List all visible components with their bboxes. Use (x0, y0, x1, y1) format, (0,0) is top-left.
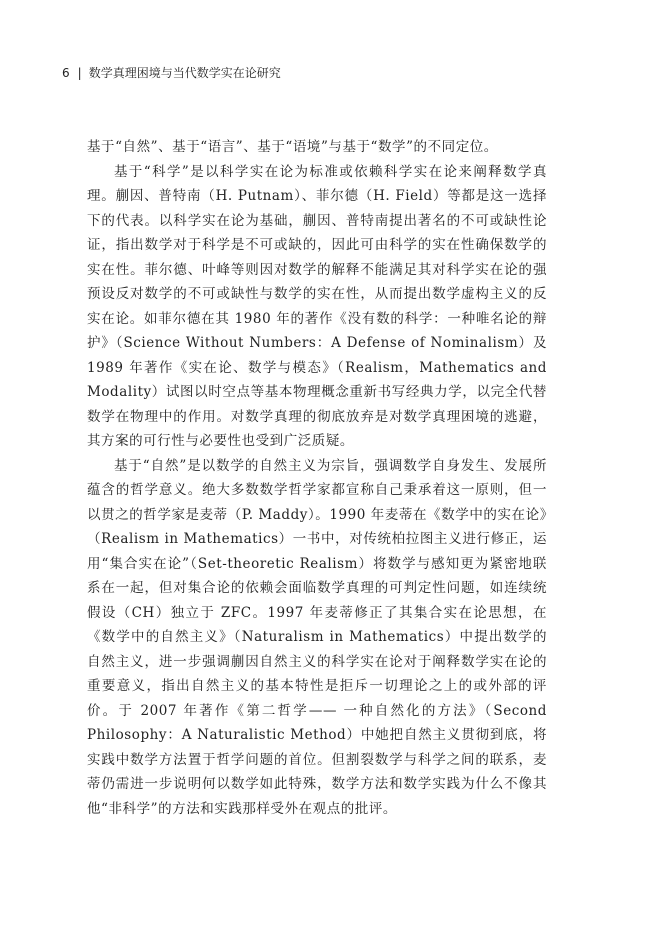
header-separator: | (77, 66, 82, 80)
paragraph-continuation: 基于“自然”、基于“语言”、基于“语境”与基于“数学”的不同定位。 (87, 139, 498, 155)
running-header (62, 64, 281, 81)
paragraph-science: 基于“科学”是以科学实在论为标准或依赖科学实在论来阐释数学真理。蒯因、普特南（H. Putnam）、菲尔德（H. Field）等都是这一选择下的代表。以科学实在论为基础，蒯因、普特南提出著名的不可或缺性论证，指出数学对于科学是不可或缺的，因此可由科学的实在性确保数学的实在性。菲尔德、叶峰等则因对数学的解释不能满足其对科学实在论的强预设反对数学的不可或缺性与数学的实在性，从而提出数学虚构主义的反实在论。如菲尔德在其 1980 年的著作《没有数的科学：一种唯名论的辩护》（Science Without Numbers：A Defense of Nominalism）及 1989 年著作《实在论、数学与模态》（Realism，Mathematics and Modality）试图以时空点等基本物理概念重新书写经典力学，以完全代替数学在物理中的作用。对数学真理的彻底放弃是对数学真理困境的逃避，其方案的可行性与必要性也受到广泛质疑。 (87, 163, 547, 449)
page-number: 6 (62, 66, 70, 80)
paragraph-nature: 基于“自然”是以数学的自然主义为宗旨，强调数学自身发生、发展所蕴含的哲学意义。绝大多数数学哲学家都宣称自己秉承着这一原则，但一以贯之的哲学家是麦蒂（P. Maddy）。1990 年麦蒂在《数学中的实在论》（Realism in Mathematics）一书中，对传统柏拉图主义进行修正，运用“集合实在论”（Set-theoretic Realism）将数学与感知更为紧密地联系在一起，但对集合论的依赖会面临数学真理的可判定性问题，如连续统假设（CH）独立于 ZFC。1997 年麦蒂修正了其集合实在论思想，在《数学中的自然主义》（Naturalism in Mathematics）中提出数学的自然主义，进一步强调蒯因自然主义的科学实在论对于阐释数学实在论的重要意义，指出自然主义的基本特性是拒斥一切理论之上的或外部的评价。于 2007 年著作《第二哲学—— 一种自然化的方法》（Second Philosophy：A Naturalistic Method）中她把自然主义贯彻到底，将实践中数学方法置于哲学问题的首位。但割裂数学与科学之间的联系，麦蒂仍需进一步说明何以数学如此特殊，数学方法和数学实践为什么不像其他“非科学”的方法和实践那样受外在观点的批评。 (87, 457, 547, 817)
running-title: 数学真理困境与当代数学实在论研究 (88, 66, 281, 80)
body-text (87, 135, 547, 821)
